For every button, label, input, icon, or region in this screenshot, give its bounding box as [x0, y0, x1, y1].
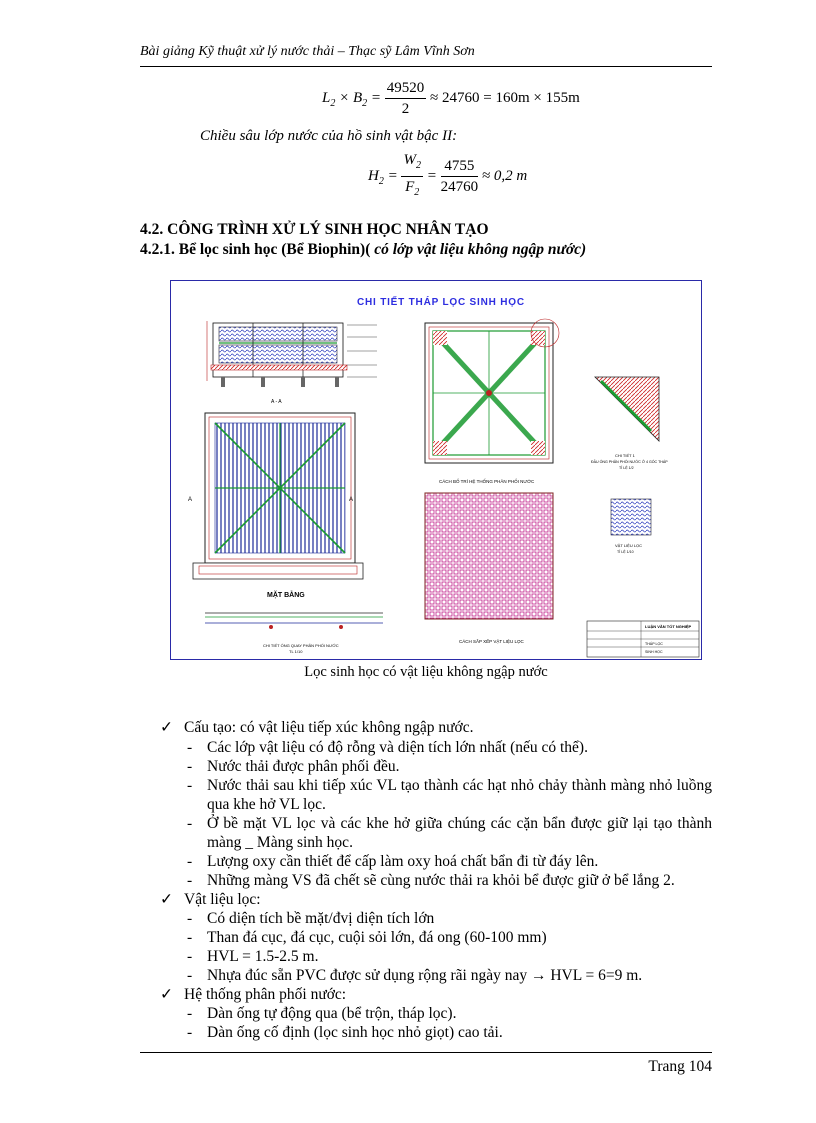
bullet-material: ✓ Vật liệu lọc: — [160, 891, 261, 908]
depth-label: Chiều sâu lớp nước của hồ sinh vật bậc II: — [200, 128, 458, 144]
section-heading: 4.2. CÔNG TRÌNH XỬ LÝ SINH HỌC NHÂN TẠO — [140, 221, 489, 238]
page-header: Bài giảng Kỹ thuật xử lý nước thải – Thạc sỹ Lâm Vĩnh Sơn — [140, 44, 475, 59]
rotating-pipe-detail — [205, 613, 383, 654]
section-aa-view — [207, 321, 377, 405]
label-detail-1-desc: ĐẦU ỐNG PHÂN PHỐI NƯỚC Ở 4 GÓC THÁP — [591, 460, 668, 464]
list-item: - Nhựa đúc sẵn PVC được sử dụng rộng rãi ngày nay → HVL = 6=9 m. — [187, 967, 643, 984]
label-distribution: CÁCH BỐ TRÍ HỆ THỐNG PHÂN PHỐI NƯỚC — [439, 479, 535, 484]
bullet-structure: ✓ Cấu tạo: có vật liệu tiếp xúc không ngập nước. — [160, 719, 474, 736]
list-item: - HVL = 1.5-2.5 m. — [187, 948, 319, 965]
media-arrangement — [425, 493, 553, 644]
distribution-layout — [425, 319, 559, 484]
list-item: - Có diện tích bề mặt/đvị diện tích lớn — [187, 910, 435, 927]
list-item: - Dàn ống tự động qua (bể trộn, tháp lọc). — [187, 1005, 457, 1022]
label-bio: SINH HỌC — [645, 650, 663, 654]
label-media-detail: VẬT LIỆU LỌC — [615, 543, 643, 548]
list-item: - Nước thải được phân phối đều. — [187, 758, 400, 775]
label-plan: MẶT BẰNG — [267, 592, 305, 599]
plan-view — [188, 413, 363, 599]
figure-caption: Lọc sinh học có vật liệu không ngập nước — [304, 664, 548, 680]
label-media-detail-scale: TỈ LỆ 1/10 — [617, 550, 634, 554]
arrow-icon: → — [530, 967, 547, 984]
footer-rule — [140, 1052, 712, 1053]
label-pipe-detail: CHI TIẾT ỐNG QUAY PHÂN PHỐI NƯỚC — [263, 643, 339, 648]
header-rule — [140, 66, 712, 67]
label-detail-1: CHI TIẾT 1 — [615, 453, 635, 458]
equation-depth: $H_2$ = $\frac{W_2}{F_2}$ = $\frac{4755}{24760}$ ≈ 0,2 m — [368, 152, 528, 198]
label-tower: THÁP LỌC — [645, 642, 663, 646]
list-item: - Dàn ống cố định (lọc sinh học nhỏ giọt) cao tải. — [187, 1024, 503, 1041]
detail-1 — [591, 377, 668, 554]
label-a-left: A — [188, 497, 193, 503]
drawing-title: CHI TIẾT THÁP LỌC SINH HỌC — [357, 297, 525, 308]
list-item: - Nước thải sau khi tiếp xúc VL tạo thành các hạt nhỏ chảy thành màng nhỏ luồng qua khe hở VL lọc. — [187, 777, 712, 813]
list-item: - Các lớp vật liệu có độ rỗng và diện tích lớn nhất (nếu có thể). — [187, 739, 588, 756]
label-section-aa: A - A — [271, 399, 282, 405]
label-thesis: LUẬN VĂN TỐT NGHIỆP — [645, 624, 692, 629]
list-item: - Lượng oxy cần thiết để cấp làm oxy hoá chất bẩn đi từ đáy lên. — [187, 853, 599, 870]
label-pipe-scale: TL 1/10 — [289, 649, 303, 654]
title-block — [587, 621, 699, 657]
list-item: - Ở bề mặt VL lọc và các khe hở giữa chúng các cặn bẩn được giữ lại tạo thành màng _ Màng sinh học. — [187, 815, 712, 851]
list-item: - Những màng VS đã chết sẽ cùng nước thải ra khỏi bể được giữ ở bể lắng 2. — [187, 872, 675, 889]
bullet-distribution: ✓ Hệ thống phân phối nước: — [160, 986, 347, 1003]
list-item: - Than đá cục, đá cục, cuội sỏi lớn, đá ong (60-100 mm) — [187, 929, 547, 946]
label-media: CÁCH SẮP XẾP VẬT LIỆU LỌC — [459, 639, 524, 644]
equation-area: $L_2 \times B_2$ = $\frac{49520}{2}$ ≈ 24760 = 160m × 155m — [322, 80, 580, 117]
page-number: Trang 104 — [648, 1058, 712, 1075]
label-detail-1-scale: TỈ LỆ 1/2 — [619, 466, 634, 470]
subsection-heading: 4.2.1. Bể lọc sinh học (Bể Biophin)( có lớp vật liệu không ngập nước) — [140, 241, 587, 258]
biofilter-drawing — [170, 280, 702, 660]
label-a-right: A — [349, 497, 354, 503]
